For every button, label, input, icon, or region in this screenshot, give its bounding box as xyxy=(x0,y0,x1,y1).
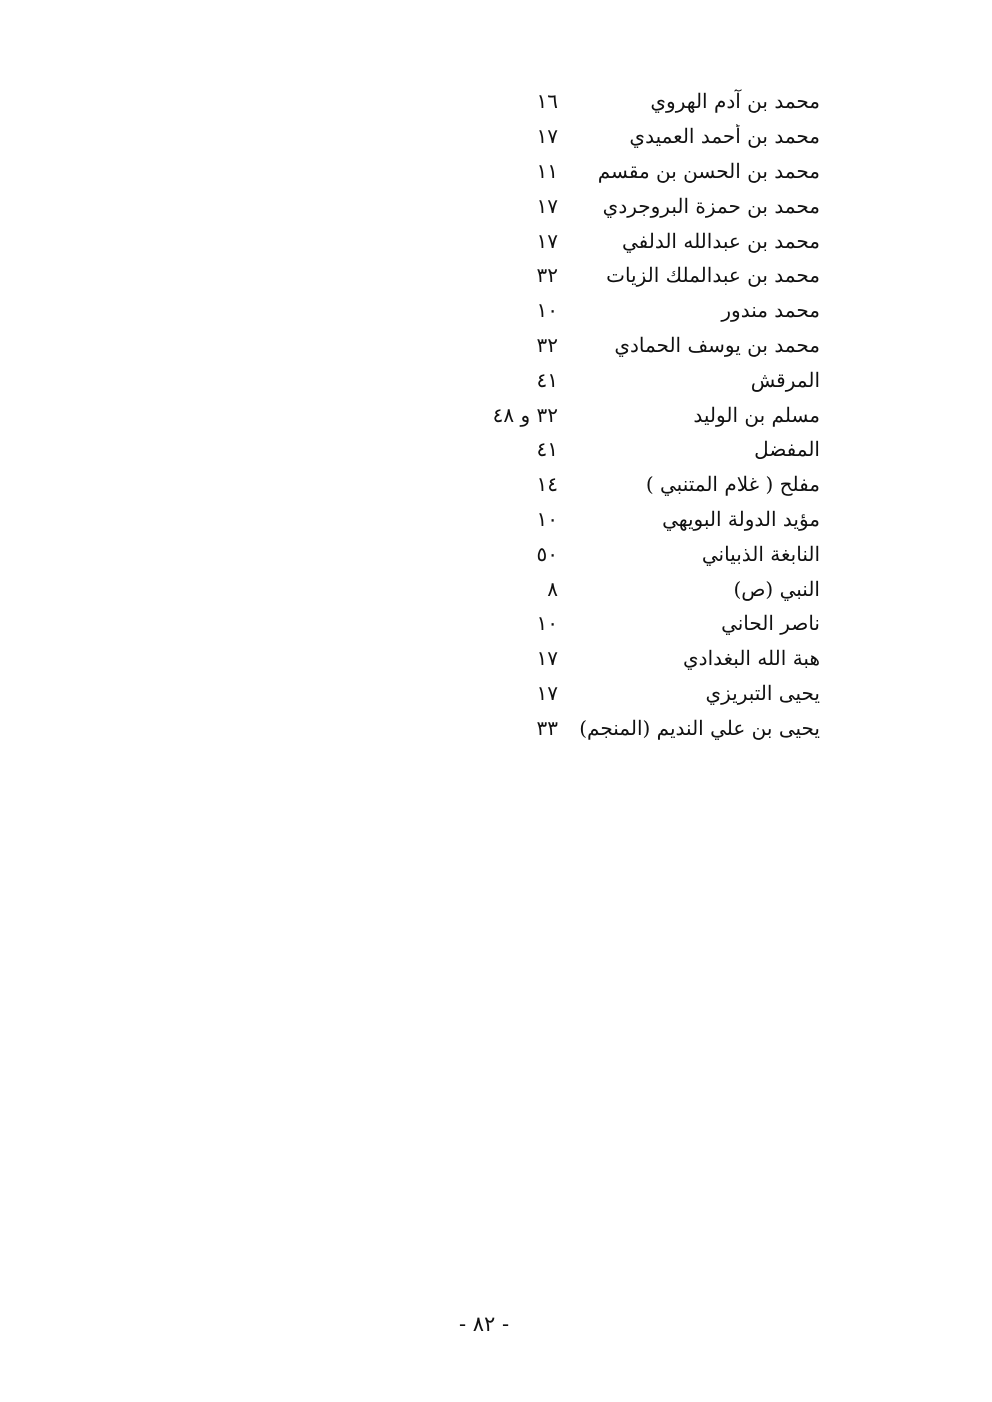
entry-name: مسلم بن الوليد xyxy=(693,402,820,427)
entry-pages: ٣٢ و ٤٨ xyxy=(492,402,558,427)
index-entry xyxy=(430,223,820,258)
entry-name: المفضل xyxy=(754,437,820,462)
index-entry xyxy=(430,154,820,189)
entry-pages: ١٠ xyxy=(536,611,558,636)
entry-pages: ١٧ xyxy=(536,193,558,218)
index-entry xyxy=(430,328,820,363)
index-entry xyxy=(430,536,820,571)
entry-pages: ١٧ xyxy=(536,646,558,671)
index-entry xyxy=(430,362,820,397)
entry-pages: ٣٢ xyxy=(536,332,558,357)
index-entry xyxy=(430,710,820,745)
entry-name: محمد بن آدم الهروي xyxy=(650,89,820,114)
entry-name: المرقش xyxy=(750,367,820,392)
entry-pages: ١٧ xyxy=(536,680,558,705)
entry-name: محمد مندور xyxy=(721,298,820,323)
entry-pages: ٣٢ xyxy=(536,263,558,288)
entry-pages: ١٧ xyxy=(536,124,558,149)
entry-name: محمد بن حمزة البروجردي xyxy=(602,193,820,218)
index-entry xyxy=(430,188,820,223)
entry-name: هبة الله البغدادي xyxy=(683,646,820,671)
entry-name: النابغة الذبياني xyxy=(701,541,820,566)
index-entry xyxy=(430,119,820,154)
entry-name: محمد بن عبدالله الدلفي xyxy=(621,228,820,253)
entry-pages: ٨ xyxy=(547,576,558,601)
index-entry xyxy=(430,293,820,328)
index-entry xyxy=(430,467,820,502)
entry-name: يحيى بن علي النديم (المنجم) xyxy=(579,715,820,740)
index-entry xyxy=(430,397,820,432)
entry-name: مؤيد الدولة البويهي xyxy=(662,506,820,531)
entry-pages: ١٤ xyxy=(536,472,558,497)
entry-pages: ١٠ xyxy=(536,298,558,323)
entry-name: ناصر الحاني xyxy=(721,611,820,636)
index-entry xyxy=(430,676,820,711)
entry-pages: ٤١ xyxy=(536,437,558,462)
entry-pages: ١٧ xyxy=(536,228,558,253)
entry-name: محمد بن الحسن بن مقسم xyxy=(597,158,820,183)
entry-pages: ١٦ xyxy=(536,89,558,114)
entry-pages: ١٠ xyxy=(536,506,558,531)
index-entry xyxy=(430,641,820,676)
index-entry xyxy=(430,432,820,467)
index-entry xyxy=(430,606,820,641)
entry-name: النبي (ص) xyxy=(733,576,820,601)
entry-pages: ١١ xyxy=(536,158,558,183)
name-index-list xyxy=(430,84,820,745)
index-entry xyxy=(430,258,820,293)
entry-pages: ٥٠ xyxy=(536,541,558,566)
entry-pages: ٣٣ xyxy=(536,715,558,740)
entry-name: يحيى التبريزي xyxy=(705,680,820,705)
entry-name: محمد بن يوسف الحمادي xyxy=(614,332,820,357)
entry-name: محمد بن عبدالملك الزيات xyxy=(606,263,820,288)
entry-name: مفلح ( غلام المتنبي ) xyxy=(645,472,820,497)
entry-pages: ٤١ xyxy=(536,367,558,392)
index-entry xyxy=(430,502,820,537)
index-entry xyxy=(430,571,820,606)
page-number: - ٨٢ - xyxy=(458,1312,510,1336)
entry-name: محمد بن أحمد العميدي xyxy=(629,124,820,149)
index-entry xyxy=(430,84,820,119)
